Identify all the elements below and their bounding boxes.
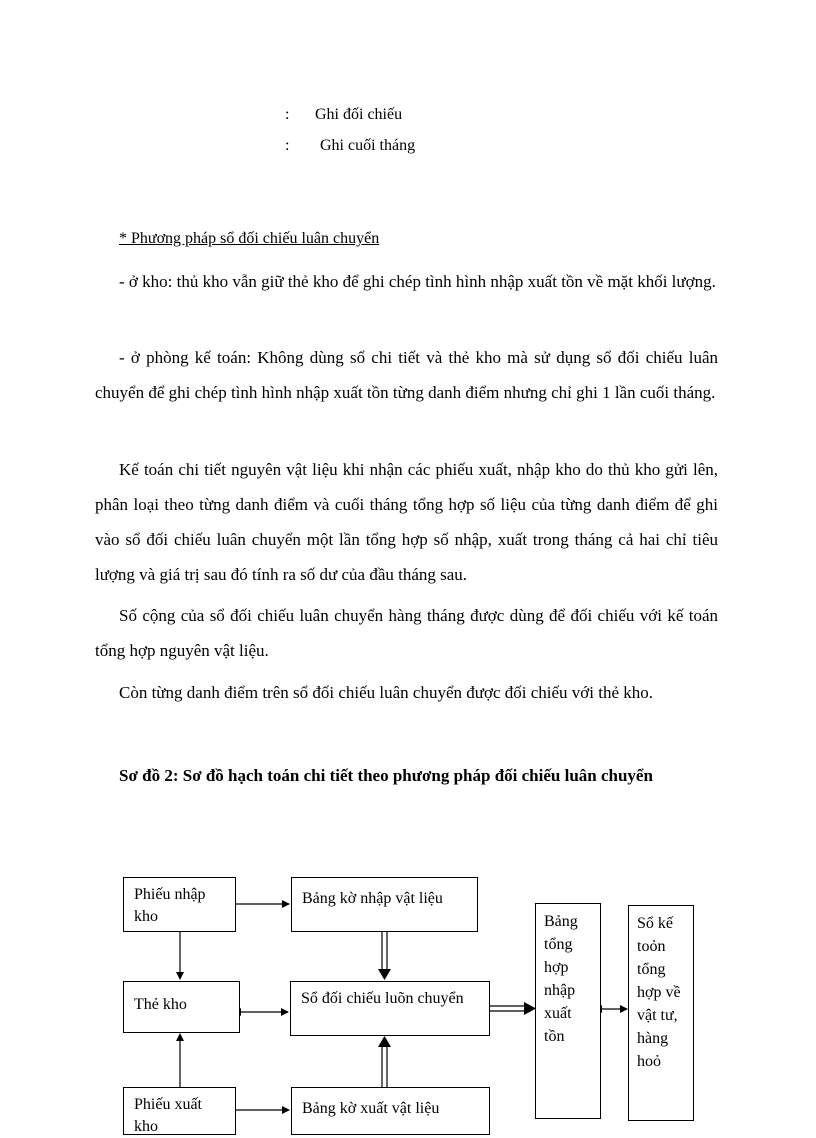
box-the-kho: Thẻ kho: [123, 981, 240, 1033]
box-bang-tong-hop: Bảng tổng hợp nhập xuất tồn: [535, 903, 601, 1119]
box-so-doi-chieu: Sổ đối chiếu luõn chuyển: [290, 981, 490, 1036]
paragraph-so-cong: Số cộng của sổ đối chiếu luân chuyển hàng tháng được dùng để đối chiếu với kế toán tổng hợp nguyên vật liệu.: [95, 606, 718, 660]
legend-label: Ghi cuối tháng: [320, 137, 416, 154]
arrow-bang-ke-xuat-head: [378, 1036, 391, 1047]
diagram-title: Sơ đồ 2: Sơ đồ hạch toán chi tiết theo phương pháp đối chiếu luân chuyển: [119, 766, 653, 785]
section-heading: * Phương pháp sổ đối chiếu luân chuyển: [119, 230, 380, 247]
legend-symbol: :: [285, 137, 290, 154]
box-so-ke-toan-tong-hop: Sổ kế toỏn tổng hợp về vật tư, hàng hoỏ: [628, 905, 694, 1121]
paragraph-con-tung: Còn từng danh điểm trên sổ đối chiếu luân chuyển được đối chiếu với thẻ kho.: [119, 683, 654, 702]
box-bang-ke-nhap: Bảng kờ nhập vật liệu: [291, 877, 478, 932]
legend-label: Ghi đối chiếu: [315, 106, 403, 123]
box-phieu-nhap-kho: Phiếu nhập kho: [123, 877, 236, 932]
arrow-bang-ke-nhap-head: [378, 969, 391, 980]
box-bang-ke-xuat: Bảng kờ xuất vật liệu: [291, 1087, 490, 1135]
legend-symbol: :: [285, 106, 290, 123]
paragraph-ke-toan-chi-tiet: Kế toán chi tiết nguyên vật liệu khi nhận các phiếu xuất, nhập kho do thủ kho gửi lên, phân loại theo từng danh điểm và cuối tháng tổng hợp số liệu của từng danh điểm để ghi vào sổ đối chiếu luân chuyển một lần tổng hợp số nhập, xuất trong tháng cả hai chỉ tiêu lượng và giá trị sau đó tính ra số dư của đầu tháng sau.: [95, 460, 718, 584]
paragraph-kho: - ở kho: thủ kho vẫn giữ thẻ kho để ghi chép tình hình nhập xuất tồn về mặt khối lượng.: [119, 272, 716, 291]
box-phieu-xuat-kho: Phiếu xuất kho: [123, 1087, 236, 1135]
paragraph-phong-ke-toan: - ở phòng kế toán: Không dùng sổ chi tiết và thẻ kho mà sử dụng sổ đối chiếu luân chuyển để ghi chép tình hình nhập xuất tồn từng danh điểm nhưng chỉ ghi 1 lần cuối tháng.: [95, 348, 718, 402]
